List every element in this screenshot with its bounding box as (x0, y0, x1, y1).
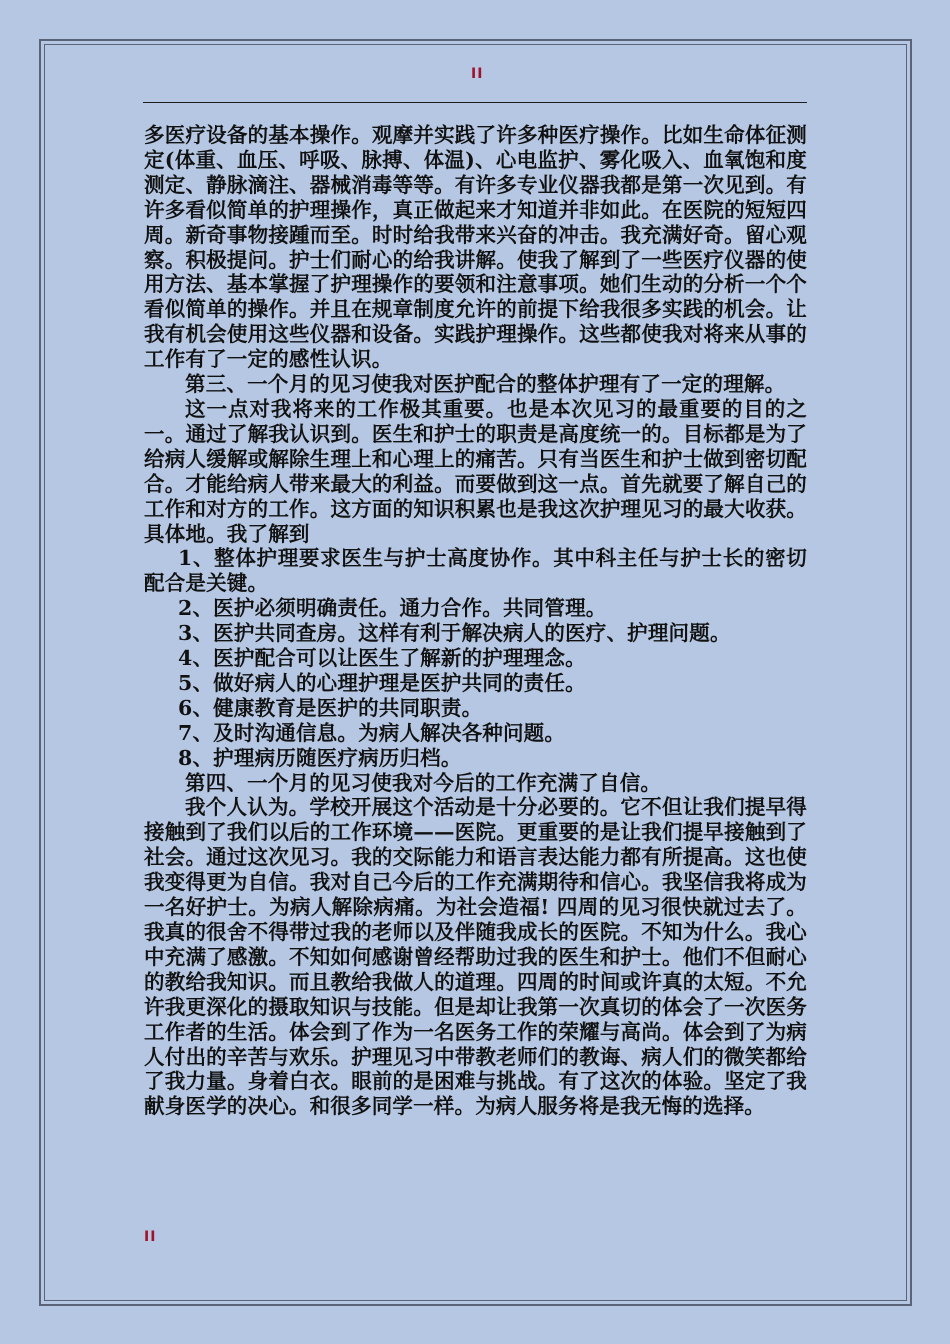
list-item: 6、健康教育是医护的共同职责。 (178, 695, 483, 720)
list-item: 8、护理病历随医疗病历归档。 (178, 745, 462, 770)
list-item: 2、医护必须明确责任。通力合作。共同管理。 (178, 596, 607, 621)
paragraph-continuation: 多医疗设备的基本操作。观摩并实践了许多种医疗操作。比如生命体征测定(体重、血压、呼吸、脉搏、体温)、心电监护、雾化吸入、血氧饱和度测定、静脉滴注、器械消毒等等。有许多专业仪器我都是第一次见到。有许多看似简单的护理操作，真正做起来才知道并非如此。在医院的短短四周。新奇事物接踵而至。时时给我带来兴奋的冲击。我充满好奇。留心观察。积极提问。护士们耐心的给我讲解。使我了解到了一些医疗仪器的使用方法、基本掌握了护理操作的要领和注意事项。她们生动的分析一个个看似简单的操作。并且在规章制度允许的前提下给我很多实践的机会。让我有机会使用这些仪器和设备。实践护理操作。这些都使我对将来从事的工作有了一定的感性认识。 (144, 123, 807, 372)
list-item: 7、及时沟通信息。为病人解决各种问题。 (178, 720, 566, 745)
list-item: 5、做好病人的心理护理是医护共同的责任。 (178, 670, 586, 695)
list-item: 4、医护配合可以让医生了解新的护理理念。 (178, 646, 586, 671)
footer-page-mark: II (144, 1229, 157, 1245)
paragraph-understanding: 这一点对我将来的工作极其重要。也是本次见习的最重要的目的之一。通过了解我认识到。医生和护士的职责是高度统一的。目标都是为了给病人缓解或解除生理上和心理上的痛苦。只有当医生和护士做到密切配合。才能给病人带来最大的利益。而要做到这一点。首先就要了解自己的工作和对方的工作。这方面的知识积累也是我这次护理见习的最大收获。具体地。我了解到 (144, 396, 807, 546)
section-heading-fourth: 第四、一个月的见习使我对今后的工作充满了自信。 (185, 770, 662, 795)
header-divider (143, 102, 807, 103)
header-page-mark: II (471, 66, 484, 82)
paragraph-conclusion: 我个人认为。学校开展这个活动是十分必要的。它不但让我们提早得接触到了我们以后的工作环境——医院。更重要的是让我们提早接触到了社会。通过这次见习。我的交际能力和语言表达能力都有所提高。这也使我变得更为自信。我对自己今后的工作充满期待和信心。我坚信我将成为一名好护士。为病人解除病痛。为社会造福! 四周的见习很快就过去了。我真的很舍不得带过我的老师以及伴随我成长的医院。不知为什么。我心中充满了感激。不知如何感谢曾经帮助过我的医生和护士。他们不但耐心的教给我知识。而且教给我做人的道理。四周的时间或许真的太短。不允许我更深化的摄取知识与技能。但是却让我第一次真切的体会了一次医务工作者的生活。体会到了作为一名医务工作的荣耀与高尚。体会到了为病人付出的辛苦与欢乐。护理见习中带教老师们的教诲、病人们的微笑都给了我力量。身着白衣。眼前的是困难与挑战。有了这次的体验。坚定了我献身医学的决心。和很多同学一样。为病人服务将是我无悔的选择。 (144, 795, 807, 1119)
list-item: 1、整体护理要求医生与护士高度协作。其中科主任与护士长的密切配合是关键。 (144, 546, 807, 596)
list-item: 3、医护共同查房。这样有利于解决病人的医疗、护理问题。 (178, 621, 731, 646)
section-heading-third: 第三、一个月的见习使我对医护配合的整体护理有了一定的理解。 (185, 372, 786, 397)
document-body (144, 123, 807, 1119)
